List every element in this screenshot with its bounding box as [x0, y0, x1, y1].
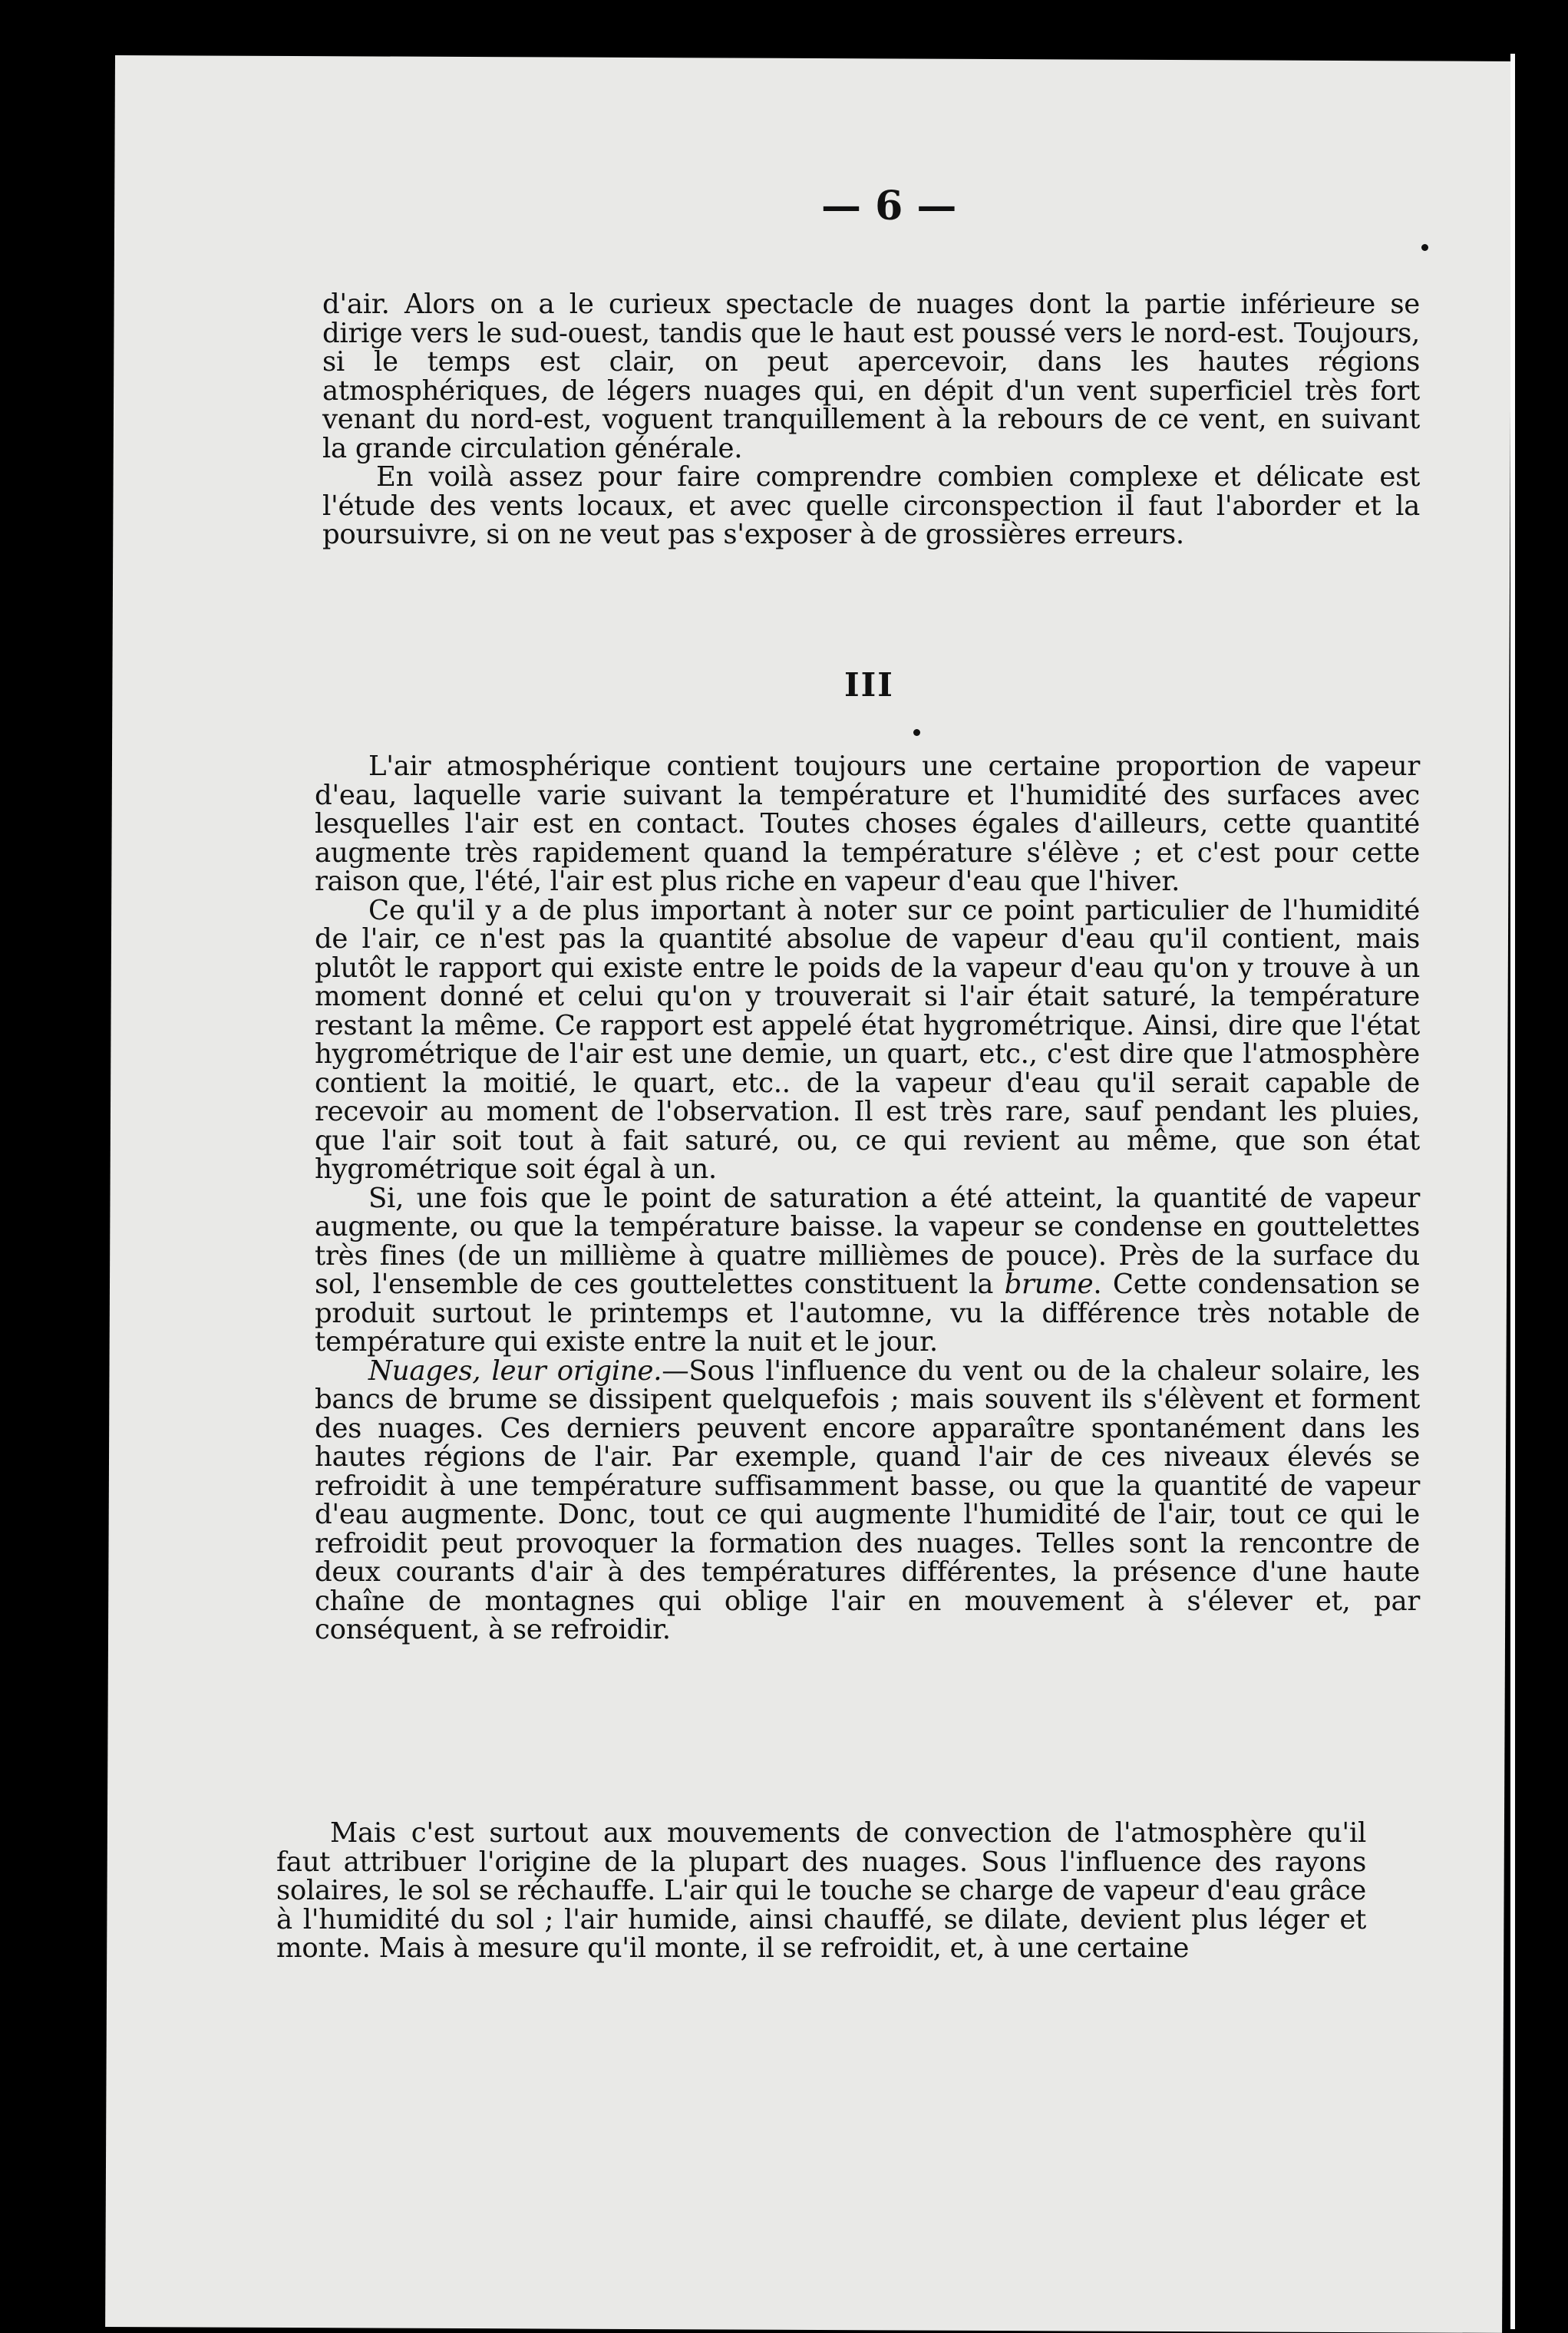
margin-dot — [1421, 244, 1428, 251]
paragraph: d'air. Alors on a le curieux spectacle de nuages dont la partie inférieure se dirige vers le sud-ouest, tandis que le haut est poussé vers le nord-est. Toujours, si le temps est clair, on peut apercevoir, dans les hautes régions atmosphériques, de légers nuages qui, en dépit d'un vent superficiel très fort venant du nord-est, voguent tranquillement à la rebours de ce vent, en suivant la grande circulation générale. — [322, 289, 1420, 464]
subheading-nuages: Nuages, leur origine. — [368, 1355, 662, 1387]
paragraph-text: —Sous l'influence du vent ou de la chaleur solaire, les bancs de brume se dissipent quelquefois ; mais souvent ils s'élèvent et forment des nuages. Ces derniers peuvent encore apparaître spontanément dans les hautes régions de l'air. Par exemple, quand l'air de ces niveaux élevés se refroidit à une température suffisamment basse, ou que la quantité de vapeur d'eau augmente. Donc, tout ce qui augmente l'humidité de l'air, tout ce qui le refroidit peut provoquer la formation des nuages. Telles sont la rencontre de deux courants d'air à des températures différentes, la présence d'une haute chaîne de montagnes qui oblige l'air en mouvement à s'élever et, par conséquent, à se refroidir. — [315, 1355, 1420, 1645]
closing-text — [276, 1819, 1366, 1963]
paragraph — [315, 1357, 1420, 1645]
paragraph-text: . Cette condensation se produit surtout le printemps et l'automne, vu la différence très notable de température qui existe entre la nuit et le jour. — [315, 1269, 1420, 1358]
heading-dot — [913, 729, 920, 736]
paragraph: L'air atmosphérique contient toujours une certaine proportion de vapeur d'eau, laquelle varie suivant la température et l'humidité des surfaces avec lesquelles l'air est en contact. Toutes choses égales d'ailleurs, cette quantité augmente très rapidement quand la température s'élève ; et c'est pour cette raison que, l'été, l'air est plus riche en vapeur d'eau que l'hiver. — [315, 751, 1420, 897]
opening-text — [322, 290, 1420, 549]
paragraph: Ce qu'il y a de plus important à noter sur ce point particulier de l'humidité de l'air, ce n'est pas la quantité absolue de vapeur d'eau qu'il contient, mais plutôt le rapport qui existe entre le poids de la vapeur d'eau qu'on y trouve à un moment donné et celui qu'on y trouverait si l'air était saturé, la température restant la même. Ce rapport est appelé état hygrométrique. Ainsi, dire que l'état hygrométrique de l'air est une demie, un quart, etc., c'est dire que l'atmosphère contient la moitié, le quart, etc.. de la vapeur d'eau qu'il serait capable de recevoir au moment de l'observation. Il est très rare, sauf pendant les pluies, que l'air soit tout à fait saturé, ou, ce qui revient au même, que son état hygrométrique soit égal à un. — [315, 894, 1420, 1185]
paragraph: Mais c'est surtout aux mouvements de convection de l'atmosphère qu'il faut attribuer l'origine de la plupart des nuages. Sous l'influence des rayons solaires, le sol se réchauffe. L'air qui le touche se charge de vapeur d'eau grâce à l'humidité du sol ; l'air humide, ainsi chauffé, se dilate, devient plus léger et monte. Mais à mesure qu'il monte, il se refroidit, et, à une certaine — [276, 1817, 1366, 1964]
page-edge — [1510, 54, 1515, 2329]
paragraph — [315, 1184, 1420, 1357]
page-number: — 6 — — [821, 183, 957, 229]
section-text — [315, 752, 1420, 1645]
section-heading: III — [844, 666, 894, 704]
paragraph: En voilà assez pour faire comprendre combien complexe et délicate est l'étude des vents locaux, et avec quelle circonspection il faut l'aborder et la poursuivre, si on ne veut pas s'exposer à de grossières erreurs. — [322, 461, 1420, 550]
term-brume: brume — [1004, 1269, 1094, 1300]
paragraph-text: Si, une fois que le point de saturation a été atteint, la quantité de vapeur augmente, ou que la température baisse. la vapeur se condense en gouttelettes très fines (de un millième à quatre millièmes de pouce). Près de la surface du sol, l'ensemble de ces gouttelettes constituent la — [315, 1182, 1420, 1300]
